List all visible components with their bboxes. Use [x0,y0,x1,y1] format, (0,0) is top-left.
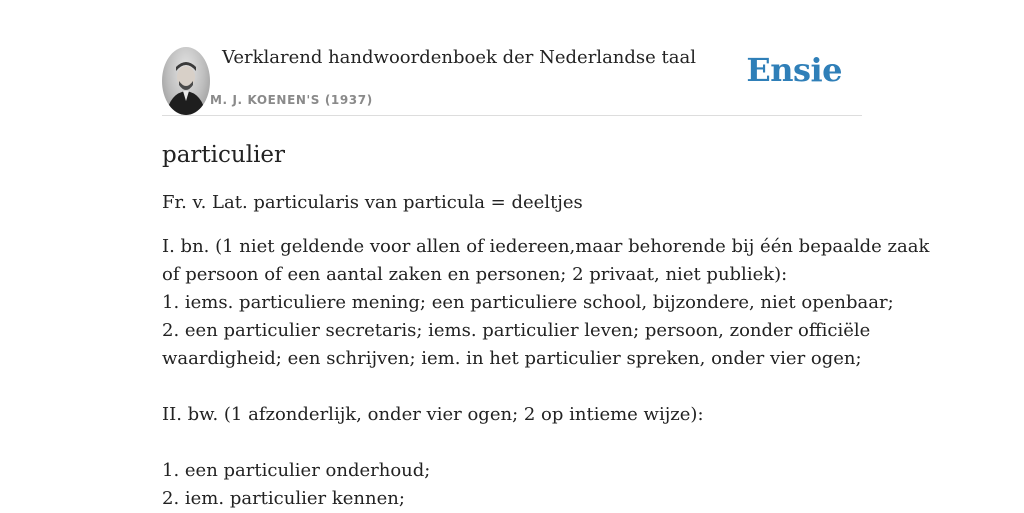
entry-content [162,139,930,513]
dictionary-header [162,46,862,116]
ensie-logo-link[interactable]: Ensie [746,51,842,89]
author-label: M. J. KOENEN'S (1937) [210,93,373,107]
author-portrait-icon [162,47,210,115]
definition-line: II. bw. (1 afzonderlijk, onder vier ogen; 2 op intieme wijze): [162,404,704,425]
blank-line [162,373,862,401]
headword: particulier [162,142,286,168]
definition-line: 1. een particulier onderhoud; [162,460,431,481]
definition-line: 2. iem. particulier kennen; [162,488,405,509]
definition-line: 1. iems. particuliere mening; een particuliere school, bijzondere, niet openbaar; [162,292,894,313]
definition-line: 2. een particulier secretaris; iems. particulier leven; persoon, zonder officiële [162,320,871,341]
etymology: Fr. v. Lat. particularis van particula = deeltjes [162,192,583,213]
definition-line: I. bn. (1 niet geldende voor allen of iedereen,maar behorende bij één bepaalde zaak [162,236,930,257]
definition-line: of persoon of een aantal zaken en personen; 2 privaat, niet publiek): [162,264,788,285]
definition [162,233,930,513]
blank-line [162,429,862,457]
definition-line: waardigheid; een schrijven; iem. in het particulier spreken, onder vier ogen; [162,348,862,369]
book-title: Verklarend handwoordenboek der Nederlandse taal [222,47,696,68]
